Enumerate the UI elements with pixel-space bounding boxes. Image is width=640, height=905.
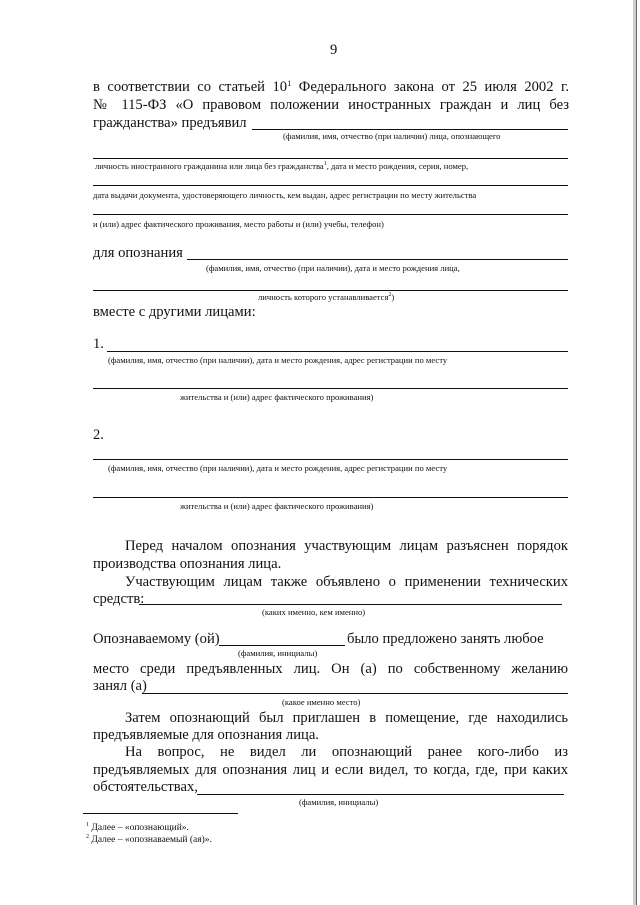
person-1-caption-1: (фамилия, имя, отчество (при наличии), дата и место рождения, адрес регистрации по месту xyxy=(108,355,448,365)
place-fill-line xyxy=(142,693,568,694)
identifier-caption-2-ref: 1 xyxy=(323,161,327,167)
identifier-fill-line-3 xyxy=(93,185,568,186)
technical-means-fill-line xyxy=(139,604,562,605)
identification-caption-2-a: личность которого устанавливается xyxy=(258,292,389,302)
scan-edge-right-dark xyxy=(636,0,637,905)
place-caption: (какое именно место) xyxy=(282,697,361,707)
identifier-caption-2 xyxy=(95,161,468,171)
identifier-fill-line-1 xyxy=(252,129,568,130)
identification-fill-line-2 xyxy=(93,290,568,291)
procedure-p4-line-1: Затем опознающий был приглашен в помещение, где находились xyxy=(125,710,568,726)
procedure-p5-line-3: обстоятельствах, xyxy=(93,779,198,795)
identifier-caption-3: дата выдачи документа, удостоверяющего личность, кем выдан, адрес регистрации по месту жительства xyxy=(93,190,477,200)
procedure-p2-line-2: средств: xyxy=(93,591,145,607)
technical-means-caption: (каких именно, кем именно) xyxy=(262,607,366,617)
procedure-p1-line-2: производства опознания лица. xyxy=(93,556,282,572)
circumstances-caption: (фамилия, инициалы) xyxy=(299,797,379,807)
identification-caption-2-b: ) xyxy=(391,292,395,302)
procedure-p3-text: было предложено занять любое xyxy=(347,631,544,647)
footnote-1-text: Далее – «опознающий». xyxy=(89,823,189,833)
intro-line-2: № 115-ФЗ «О правовом положении иностранных граждан и лиц без xyxy=(93,97,569,113)
identification-caption-2 xyxy=(258,292,394,302)
procedure-p2-line-1: Участвующим лицам также объявлено о применении технических xyxy=(125,574,568,590)
footnote-2 xyxy=(86,835,212,845)
person-2-fill-line-1 xyxy=(93,459,568,460)
identifier-caption-1: (фамилия, имя, отчество (при наличии) лица, опознающего xyxy=(283,131,501,141)
footnote-1 xyxy=(86,823,189,833)
person-2-fill-line-2 xyxy=(93,497,568,498)
procedure-p1-line-1: Перед началом опознания участвующим лицам разъяснен порядок xyxy=(125,538,568,554)
identifier-caption-4: и (или) адрес фактического проживания, место работы и (или) учебы, телефон) xyxy=(93,219,384,229)
intro-line-1 xyxy=(93,79,569,96)
identification-caption-2-ref: 2 xyxy=(388,292,392,298)
page-number: 9 xyxy=(330,42,338,58)
procedure-p4-line-2: предъявляемые для опознания лица. xyxy=(93,727,319,743)
footnote-separator xyxy=(83,813,238,814)
footnote-2-text: Далее – «опознаваемый (ая)». xyxy=(89,835,212,845)
intro-line-1-text-b: Федерального закона от 25 июля 2002 г. xyxy=(291,79,569,95)
identification-caption-1: (фамилия, имя, отчество (при наличии), дата и место рождения лица, xyxy=(206,263,460,273)
procedure-p3-line-2: место среди предъявленных лиц. Он (а) по собственному желанию xyxy=(93,661,568,677)
person-1-fill-line-1 xyxy=(107,351,568,352)
identifier-fill-line-2 xyxy=(93,158,568,159)
others-label: вместе с другими лицами: xyxy=(93,304,256,320)
circumstances-fill-line xyxy=(197,794,564,795)
person-2-number: 2. xyxy=(93,427,104,443)
procedure-p5-line-2: предъявляемых для опознания лиц и если видел, то когда, где, при каких xyxy=(93,762,568,778)
identified-person-fill-line xyxy=(219,645,345,646)
identifier-caption-2-b: , дата и место рождения, серия, номер, xyxy=(326,161,469,171)
identifier-caption-2-a: личность иностранного гражданина или лица без гражданства xyxy=(95,161,324,171)
person-2-caption-1: (фамилия, имя, отчество (при наличии), дата и место рождения, адрес регистрации по месту xyxy=(108,463,448,473)
procedure-p5-line-1: На вопрос, не видел ли опознающий ранее кого-либо из xyxy=(125,744,568,760)
identifier-fill-line-4 xyxy=(93,214,568,215)
person-1-number: 1. xyxy=(93,336,104,352)
procedure-p3-label: Опознаваемому (ой) xyxy=(93,631,220,647)
intro-line-3: гражданства» предъявил xyxy=(93,115,247,131)
footnote-1-mark: 1 xyxy=(86,822,89,828)
identification-label: для опознания xyxy=(93,245,183,261)
intro-line-1-text-a: в соответствии со статьей 10 xyxy=(93,79,288,95)
procedure-p3-line-3: занял (а) xyxy=(93,678,147,694)
identified-person-caption: (фамилия, инициалы) xyxy=(238,648,318,658)
identification-fill-line-1 xyxy=(187,259,568,260)
person-1-caption-2: жительства и (или) адрес фактического проживания) xyxy=(180,392,374,402)
person-1-fill-line-2 xyxy=(93,388,568,389)
person-2-caption-2: жительства и (или) адрес фактического проживания) xyxy=(180,501,374,511)
intro-footnote-ref: 1 xyxy=(287,78,292,88)
footnote-2-mark: 2 xyxy=(86,834,89,840)
